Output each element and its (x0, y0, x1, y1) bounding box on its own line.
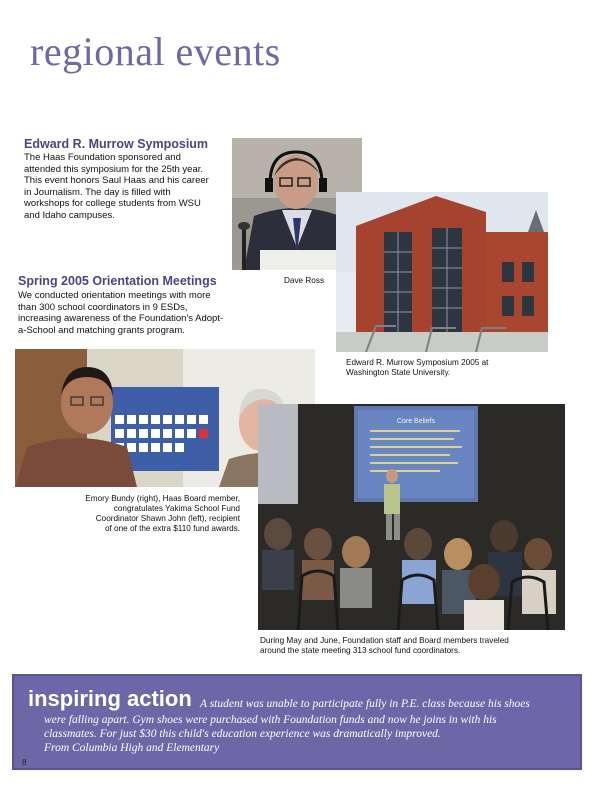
orientation-body-line: than 300 school coordinators in 9 ESDs, (18, 301, 188, 313)
inspiring-action-banner (12, 674, 582, 770)
banner-line: A student was unable to participate fully in P.E. class because his shoes (200, 698, 530, 710)
building-photo (336, 192, 548, 352)
orientation-body-line: increasing awareness of the Foundation's Adopt- (18, 313, 224, 324)
meeting-caption-line: around the state meeting 313 school fund coordinators. (260, 646, 461, 655)
banner-line: From Columbia High and Elementary (44, 742, 220, 754)
murrow-body-line: and Idaho campuses. (24, 209, 115, 221)
building-caption-line: Washington State University. (346, 368, 451, 377)
murrow-body-line: attended this symposium for the 25th year. (24, 163, 204, 175)
banner-line: classmates. For just $30 this child's education experience was dramatically improved. (44, 728, 441, 740)
murrow-body (24, 152, 229, 221)
page-title: regional events (30, 29, 281, 74)
banner-line: were falling apart. Gym shoes were purchased with Foundation funds and now he joins in with his (44, 714, 497, 726)
orientation-body (18, 290, 258, 336)
building-caption (346, 358, 488, 378)
portrait-caption-line: Emory Bundy (right), Haas Board member, (85, 494, 240, 503)
orientation-heading: Spring 2005 Orientation Meetings (18, 274, 217, 288)
slide-title: Core Beliefs (396, 418, 436, 425)
speaker-caption: Dave Ross (284, 276, 325, 285)
murrow-body-line: workshops for college students from WSU (24, 198, 201, 209)
page-number: 8 (22, 758, 27, 767)
portrait-caption-line: congratulates Yakima School Fund (113, 504, 240, 513)
meeting-photo (258, 404, 565, 630)
murrow-body-line: This event honors Saul Haas and his career (24, 175, 209, 186)
murrow-heading: Edward R. Murrow Symposium (24, 137, 209, 151)
murrow-body-line: The Haas Foundation sponsored and (24, 152, 181, 163)
building-caption-line: Edward R. Murrow Symposium 2005 at (346, 358, 489, 367)
portrait-caption-line: Coordinator Shawn John (left), recipient (95, 514, 240, 523)
portrait-caption (40, 494, 240, 534)
murrow-body-line: in Journalism. The day is filled with (24, 186, 171, 198)
meeting-caption-line: During May and June, Foundation staff and Board members traveled (260, 636, 509, 645)
orientation-body-line: a-School and matching grants program. (18, 324, 185, 336)
portrait-caption-line: of one of the extra $110 fund awards. (104, 524, 240, 533)
orientation-body-line: We conducted orientation meetings with more (18, 290, 211, 301)
banner-heading: inspiring action (28, 686, 192, 711)
meeting-caption (260, 636, 509, 656)
